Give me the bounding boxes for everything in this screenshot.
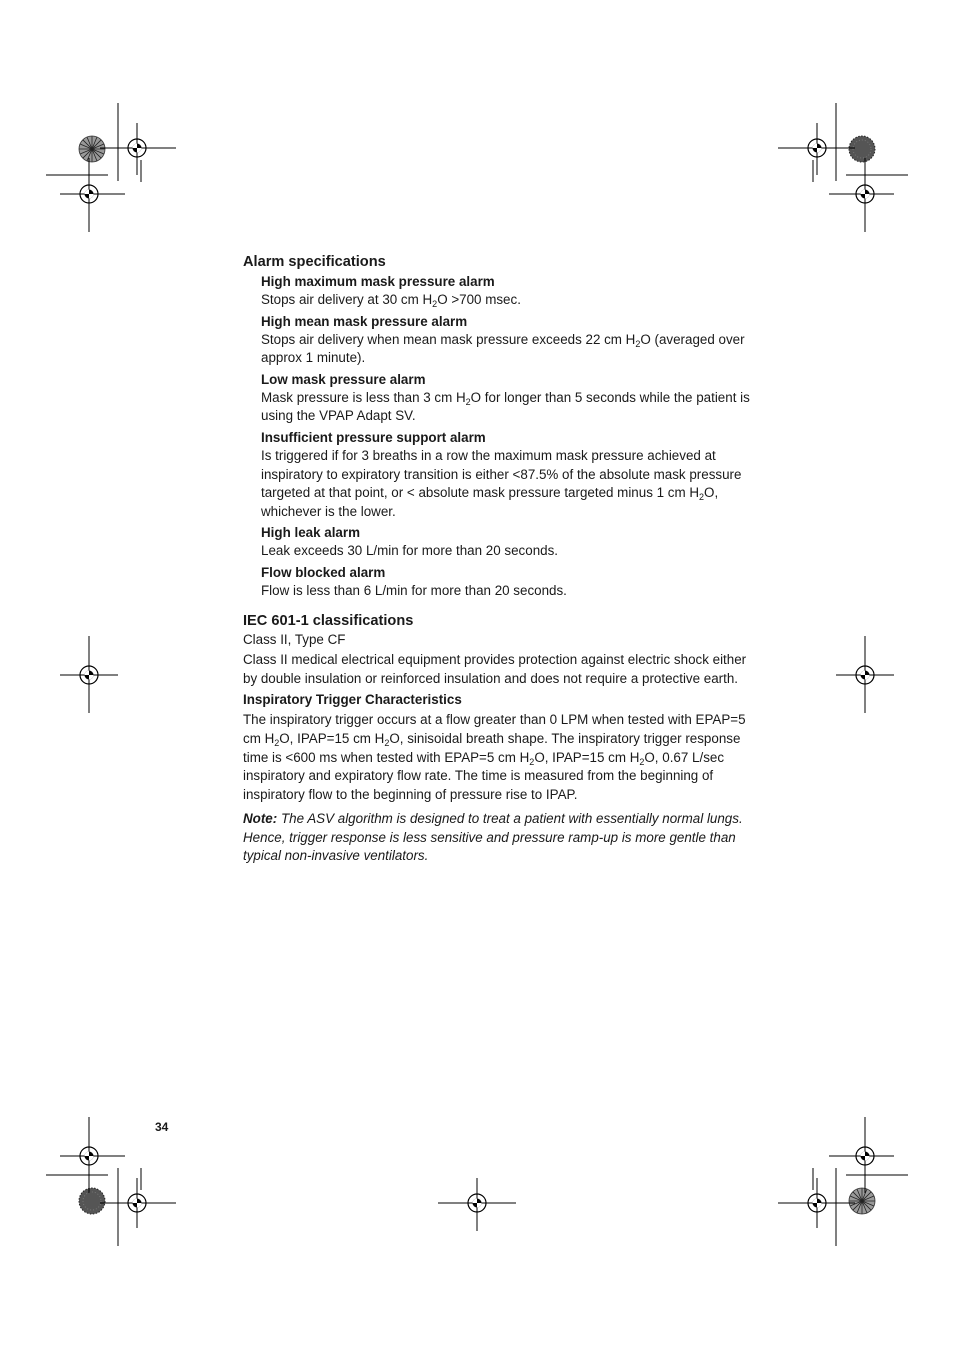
trigger-title: Inspiratory Trigger Characteristics bbox=[243, 692, 462, 708]
alarm-description: Leak exceeds 30 L/min for more than 20 seconds. bbox=[261, 543, 559, 559]
alarm-heading: Low mask pressure alarm bbox=[261, 371, 426, 387]
alarm-list bbox=[243, 272, 753, 601]
alarm-specifications-title: Alarm specifications bbox=[243, 254, 386, 270]
iec-section bbox=[243, 611, 753, 689]
alarm-item bbox=[261, 370, 753, 426]
alarm-description: Stops air delivery at 30 cm $H_2O >700$ msec. bbox=[261, 292, 521, 309]
registration-mark-icon bbox=[46, 103, 176, 232]
registration-mark-icon bbox=[438, 1178, 516, 1231]
alarm-description: Mask pressure is less than 3 cm $H_2O$ for longer than 5 seconds while the patient is using the VPAP Adapt SV. bbox=[261, 389, 750, 424]
iec-title: IEC 601-1 classifications bbox=[243, 612, 414, 629]
iec-class: Class II, Type CF bbox=[243, 631, 346, 647]
trigger-description: The inspiratory trigger occurs at a flow greater than 0 LPM when tested with EPAP=5 cm $H_2O$, IPAP=15 cm $H_2O$, sinisoidal breath shape. The inspiratory trigger response time is <600 ms when tested with EPAP=5 cm $H_2O$, IPAP=15 cm $H_2O$, 0.67 L/sec inspiratory and expiratory flow rate. The time is measured from the beginning of inspiratory flow to the beginning of pressure rise to IPAP. bbox=[243, 712, 746, 802]
alarm-item bbox=[261, 563, 753, 601]
page-content bbox=[243, 252, 753, 866]
alarm-description: Stops air delivery when mean mask pressure exceeds 22 cm $H_2O$ (averaged over approx 1 minute). bbox=[261, 331, 745, 366]
alarm-heading: Flow blocked alarm bbox=[261, 564, 386, 580]
dark-mark-icon bbox=[79, 1188, 105, 1214]
note-label: Note: bbox=[243, 811, 278, 827]
alarm-heading: Insufficient pressure support alarm bbox=[261, 429, 486, 445]
registration-mark-icon bbox=[778, 103, 908, 232]
alarm-item bbox=[261, 272, 753, 310]
alarm-heading: High maximum mask pressure alarm bbox=[261, 274, 495, 289]
alarm-description: Flow is less than 6 L/min for more than 20 seconds. bbox=[261, 582, 567, 598]
alarm-heading: High mean mask pressure alarm bbox=[261, 313, 468, 329]
alarm-item bbox=[261, 428, 753, 521]
alarm-item bbox=[261, 312, 753, 368]
iec-description: Class II medical electrical equipment provides protection against electric shock either by double insulation or reinforced insulation and does not require a protective earth. bbox=[243, 652, 747, 686]
trigger-section bbox=[243, 690, 753, 804]
page-number: 34 bbox=[155, 1120, 169, 1134]
dark-mark-icon bbox=[849, 136, 875, 162]
registration-mark-icon bbox=[60, 636, 118, 713]
registration-mark-icon bbox=[46, 1117, 176, 1246]
alarm-heading: High leak alarm bbox=[261, 525, 360, 541]
starburst-mark-icon bbox=[849, 1188, 875, 1214]
alarm-item bbox=[261, 523, 753, 561]
registration-mark-icon bbox=[778, 1117, 908, 1246]
note-text: The ASV algorithm is designed to treat a patient with essentially normal lungs. Hence, trigger response is less sensitive and pressure ramp-up is more gentle than typical non-invasive ventilators. bbox=[243, 811, 743, 864]
alarm-description: Is triggered if for 3 breaths in a row the maximum mask pressure achieved at inspiratory to expiratory transition is either <87.5% of the absolute mask pressure targeted at that point, or < absolute mask pressure targeted minus 1 cm $H_2O$, whichever is the lower. bbox=[261, 447, 742, 519]
starburst-mark-icon bbox=[79, 136, 105, 162]
registration-mark-icon bbox=[836, 636, 894, 713]
note-paragraph bbox=[243, 810, 753, 866]
